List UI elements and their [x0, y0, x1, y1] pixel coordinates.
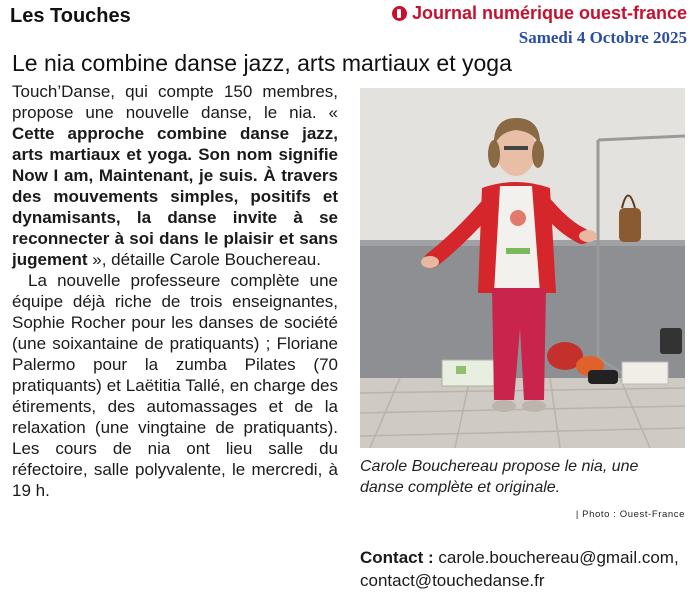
contact-info: [360, 546, 690, 592]
article-paragraph-2: La nouvelle professeure complète une équipe déjà riche de trois enseignantes, Sophie Rocher pour les danses de société (une soixantaine de pratiquants) ; Floriane Palermo pour la zumba Pilates (70 pratiquants) et Laëtitia Tallé, en charge des étirements, des automassages et de la relaxation (une vingtaine de pratiquants). Les cours de nia ont lieu salle du réfectoire, salle polyvalente, le mercredi, à 19 h.: [12, 271, 338, 500]
section-title: Les Touches: [10, 5, 131, 27]
article-quote: Cette approche combine danse jazz, arts martiaux et yoga. Son nom signifie Now I am, Maintenant, je suis. À travers des mouvements simples, positifs et dynamisants, la danse invite à se reconnecter à soi dans le plaisir et sans jugement: [12, 124, 338, 269]
journal-brand: [392, 3, 687, 24]
contact-label: Contact :: [360, 548, 434, 567]
article-headline: Le nia combine danse jazz, arts martiaux et yoga: [12, 50, 512, 76]
photo-caption: Carole Bouchereau propose le nia, une danse complète et originale.: [360, 458, 639, 496]
journal-name: Journal numérique ouest-france: [411, 3, 687, 23]
contact-emails[interactable]: carole.bouchereau@gmail.com, contact@touchedanse.fr: [360, 548, 679, 590]
photo-credit: | Photo : Ouest-France: [575, 509, 685, 520]
ouest-france-logo-icon: [392, 6, 407, 21]
article-paragraph-1: Touch’Danse, qui compte 150 membres, propose une nouvelle danse, le nia. « Cette approche combine danse jazz, arts martiaux et yoga. Son nom signifie Now I am, Maintenant, je suis. À travers des mouvements simples, positifs et dynamisants, la danse invite à se reconnecter à soi dans le plaisir et sans jugement », détaille Carole Bouchereau.: [12, 82, 338, 269]
article-photo: [360, 88, 685, 448]
publication-date: Samedi 4 Octobre 2025: [518, 28, 687, 47]
article-body: [12, 81, 338, 501]
